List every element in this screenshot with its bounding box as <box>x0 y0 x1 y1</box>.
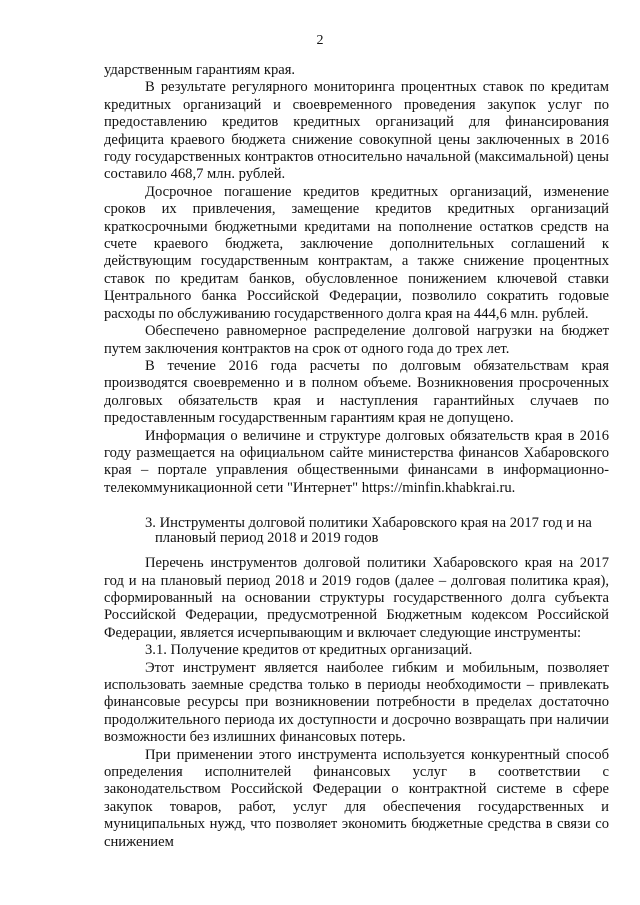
paragraph-competitive-method: При применении этого инструмента используется конкурентный способ определения исполнителей финансовых услуг в соответствии с законодательством Российской Федерации о контрактной системе в сфере закупок товаров, работ, услуг для обеспечения государственных и муниципальных нужд, что позволяет экономить бюджетные средства в связи со снижением <box>104 746 609 850</box>
paragraph-early-repayment: Досрочное погашение кредитов кредитных организаций, изменение сроков их привлечения, замещение кредитов кредитных организаций краткосрочными бюджетными кредитами на пополнение остатков средств на счете краевого бюджета, заключение дополнительных соглашений к действующим государственным контрактам, а также снижение процентных ставок по кредитам банков, обусловленное понижением ключевой ставки Центрального банка Российской Федерации, позволило сократить годовые расходы по обслуживанию государственного долга края на 444,6 млн. рублей. <box>104 183 609 322</box>
section-heading-line-2: плановый период 2018 и 2019 годов <box>155 530 379 547</box>
paragraph-instrument-flexibility: Этот инструмент является наиболее гибким и мобильным, позволяет использовать заемные средства только в периоды необходимости – привлекать финансовые ресурсы при возникновении потребности в пределах достаточно продолжительного периода их доступности и досрочно возвращать при наличии возможности без излишних финансовых потерь. <box>104 659 609 746</box>
paragraph-subsection-3-1: 3.1. Получение кредитов от кредитных организаций. <box>145 642 473 659</box>
section-heading-line-1: 3. Инструменты долговой политики Хабаровского края на 2017 год и на <box>145 515 592 532</box>
section-heading <box>104 516 609 546</box>
paragraph-settlements: В течение 2016 года расчеты по долговым обязательствам края производятся своевременно и в полном объеме. Возникновения просроченных долговых обязательств края и наступления гарантийных случаев по предоставленным государственным гарантиям края не допущено. <box>104 357 609 427</box>
paragraph-debt-load: Обеспечено равномерное распределение долговой нагрузки на бюджет путем заключения контрактов на срок от одного года до трех лет. <box>104 323 609 357</box>
document-body <box>104 62 609 851</box>
paragraph-information: Информация о величине и структуре долговых обязательств края в 2016 году размещается на официальном сайте министерства финансов Хабаровского края – портале управления общественными финансами в информационно-телекоммуникационной сети "Интернет" https://minfin.khabkrai.ru. <box>104 427 609 496</box>
page-number: 2 <box>316 33 324 48</box>
paragraph-instruments-list: Перечень инструментов долговой политики Хабаровского края на 2017 год и на плановый период 2018 и 2019 годов (далее – долговая политика края), сформированный на основании структуры государственного долга субъекта Российской Федерации, предусмотренной Бюджетным кодексом Российской Федерации, является исчерпывающим и включает следующие инструменты: <box>104 555 609 641</box>
paragraph-continuation: ударственным гарантиям края. <box>104 62 296 78</box>
paragraph-interest-monitoring: В результате регулярного мониторинга процентных ставок по кредитам кредитных организаций и своевременного проведения закупок услуг по предоставлению кредитов кредитных организаций для финансирования дефицита краевого бюджета снижение совокупной цены заключенных в 2016 году государственных контрактов относительно начальной (максимальной) цены составило 468,7 млн. рублей. <box>104 79 609 183</box>
